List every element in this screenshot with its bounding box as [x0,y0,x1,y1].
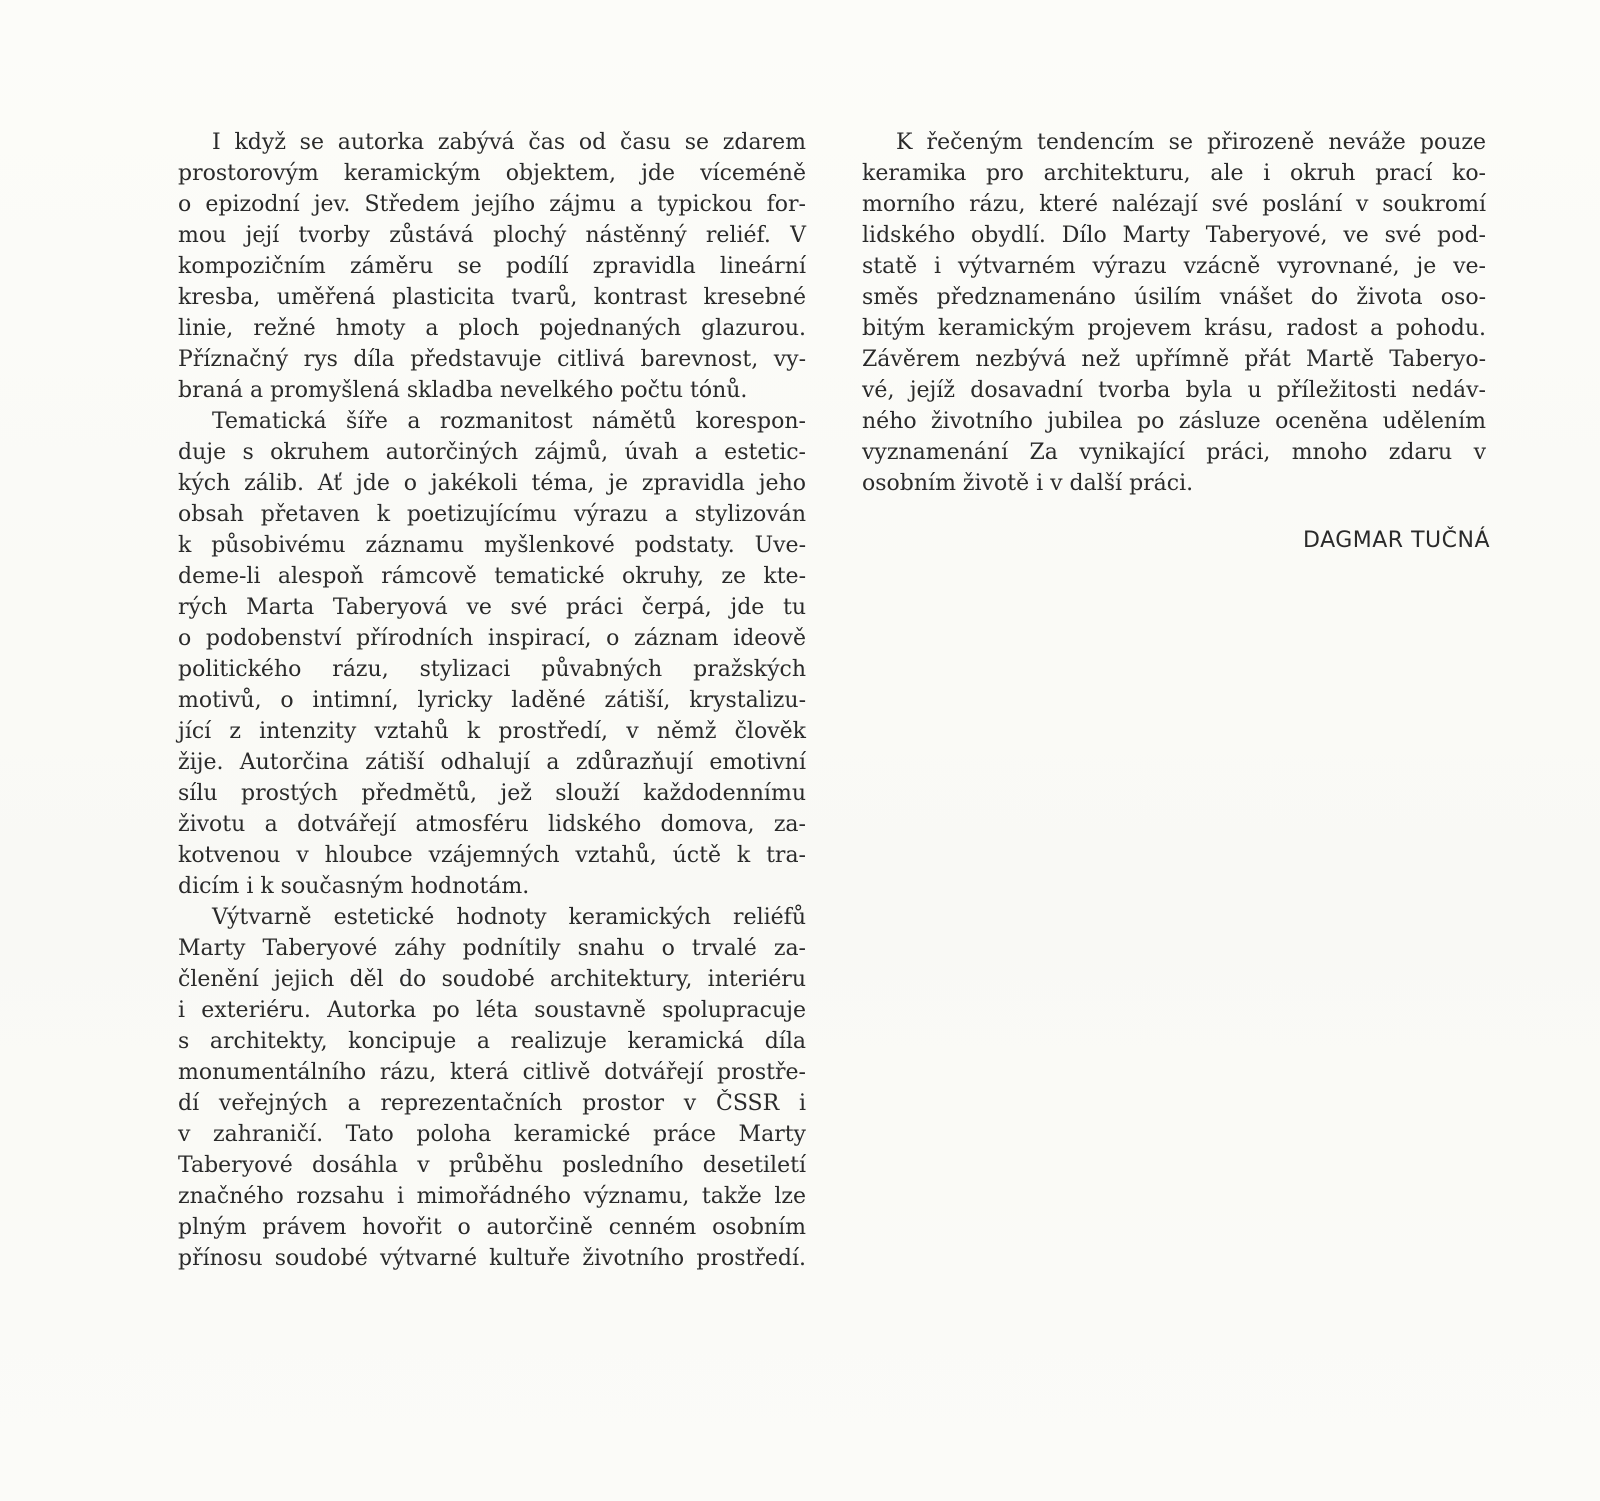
text-line: linie, režné hmoty a ploch pojednaných glazurou. [178,316,806,341]
text-line: značného rozsahu i mimořádného významu, takže lze [178,1184,806,1209]
text-line: k působivému záznamu myšlenkové podstaty. Uve- [178,533,806,558]
text-line: Tematická šíře a rozmanitost námětů korespon- [212,409,806,434]
text-line: Příznačný rys díla představuje citlivá barevnost, vy- [178,347,806,372]
text-line: kotvenou v hloubce vzájemných vztahů, úctě k tra- [178,843,806,868]
author-signature: DAGMAR TUČNÁ [1303,528,1490,553]
text-line: o podobenství přírodních inspirací, o záznam ideově [178,626,806,651]
text-line: K řečeným tendencím se přirozeně neváže pouze [896,130,1486,155]
text-line: Taberyové dosáhla v průběhu posledního desetiletí [178,1153,806,1178]
text-line: plným právem hovořit o autorčině cenném osobním [178,1215,806,1240]
text-line: osobním životě i v další práci. [862,471,1194,496]
text-line: jící z intenzity vztahů k prostředí, v němž člověk [178,719,806,744]
text-line: sílu prostých předmětů, jež slouží každodennímu [178,781,806,806]
text-line: ného životního jubilea po zásluze oceněna udělením [862,409,1486,434]
text-line: Výtvarně estetické hodnoty keramických reliéfů [212,905,806,930]
text-line: bitým keramickým projevem krásu, radost a pohodu. [862,316,1486,341]
text-line: Marty Taberyové záhy podnítily snahu o trvalé za- [178,936,806,961]
text-line: I když se autorka zabývá čas od času se zdarem [212,130,806,155]
text-line: přínosu soudobé výtvarné kultuře životního prostředí. [178,1246,806,1271]
text-line: duje s okruhem autorčiných zájmů, úvah a estetic- [178,440,806,465]
text-line: monumentálního rázu, která citlivě dotvářejí prostře- [178,1060,806,1085]
text-line: braná a promyšlená skladba nevelkého počtu tónů. [178,378,748,403]
text-line: lidského obydlí. Dílo Marty Taberyové, ve své pod- [862,223,1486,248]
text-line: politického rázu, stylizaci půvabných pražských [178,657,806,682]
text-line: o epizodní jev. Středem jejího zájmu a typickou for- [178,192,806,217]
text-line: směs předznamenáno úsilím vnášet do života oso- [862,285,1486,310]
text-line: keramika pro architekturu, ale i okruh prací ko- [862,161,1486,186]
left-text-column [178,127,806,1274]
text-line: kompozičním záměru se podílí zpravidla lineární [178,254,806,279]
right-text-column [862,127,1486,499]
text-line: životu a dotvářejí atmosféru lidského domova, za- [178,812,806,837]
text-line: žije. Autorčina zátiší odhalují a zdůrazňují emotivní [178,750,806,775]
text-line: morního rázu, které nalézají své poslání v soukromí [862,192,1486,217]
text-line: rých Marta Taberyová ve své práci čerpá, jde tu [178,595,806,620]
text-line: vyznamenání Za vynikající práci, mnoho zdaru v [862,440,1486,465]
text-line: členění jejich děl do soudobé architektury, interiéru [178,967,806,992]
text-line: statě i výtvarném výrazu vzácně vyrovnané, je ve- [862,254,1486,279]
text-line: deme-li alespoň rámcově tematické okruhy, ze kte- [178,564,806,589]
text-line: vé, jejíž dosavadní tvorba byla u příležitosti nedáv- [862,378,1486,403]
text-line: prostorovým keramickým objektem, jde víceméně [178,161,806,186]
text-line: i exteriéru. Autorka po léta soustavně spolupracuje [178,998,806,1023]
text-line: Závěrem nezbývá než upřímně přát Martě Taberyo- [862,347,1486,372]
text-line: kresba, uměřená plasticita tvarů, kontrast kresebné [178,285,806,310]
text-line: kých zálib. Ať jde o jakékoli téma, je zpravidla jeho [178,471,806,496]
text-line: obsah přetaven k poetizujícímu výrazu a stylizován [178,502,806,527]
text-line: dí veřejných a reprezentačních prostor v ČSSR i [178,1091,806,1116]
text-line: motivů, o intimní, lyricky laděné zátiší, krystalizu- [178,688,806,713]
text-line: dicím i k současným hodnotám. [178,874,530,899]
text-line: s architekty, koncipuje a realizuje keramická díla [178,1029,806,1054]
text-line: mou její tvorby zůstává plochý nástěnný reliéf. V [178,223,806,248]
text-line: v zahraničí. Tato poloha keramické práce Marty [178,1122,806,1147]
